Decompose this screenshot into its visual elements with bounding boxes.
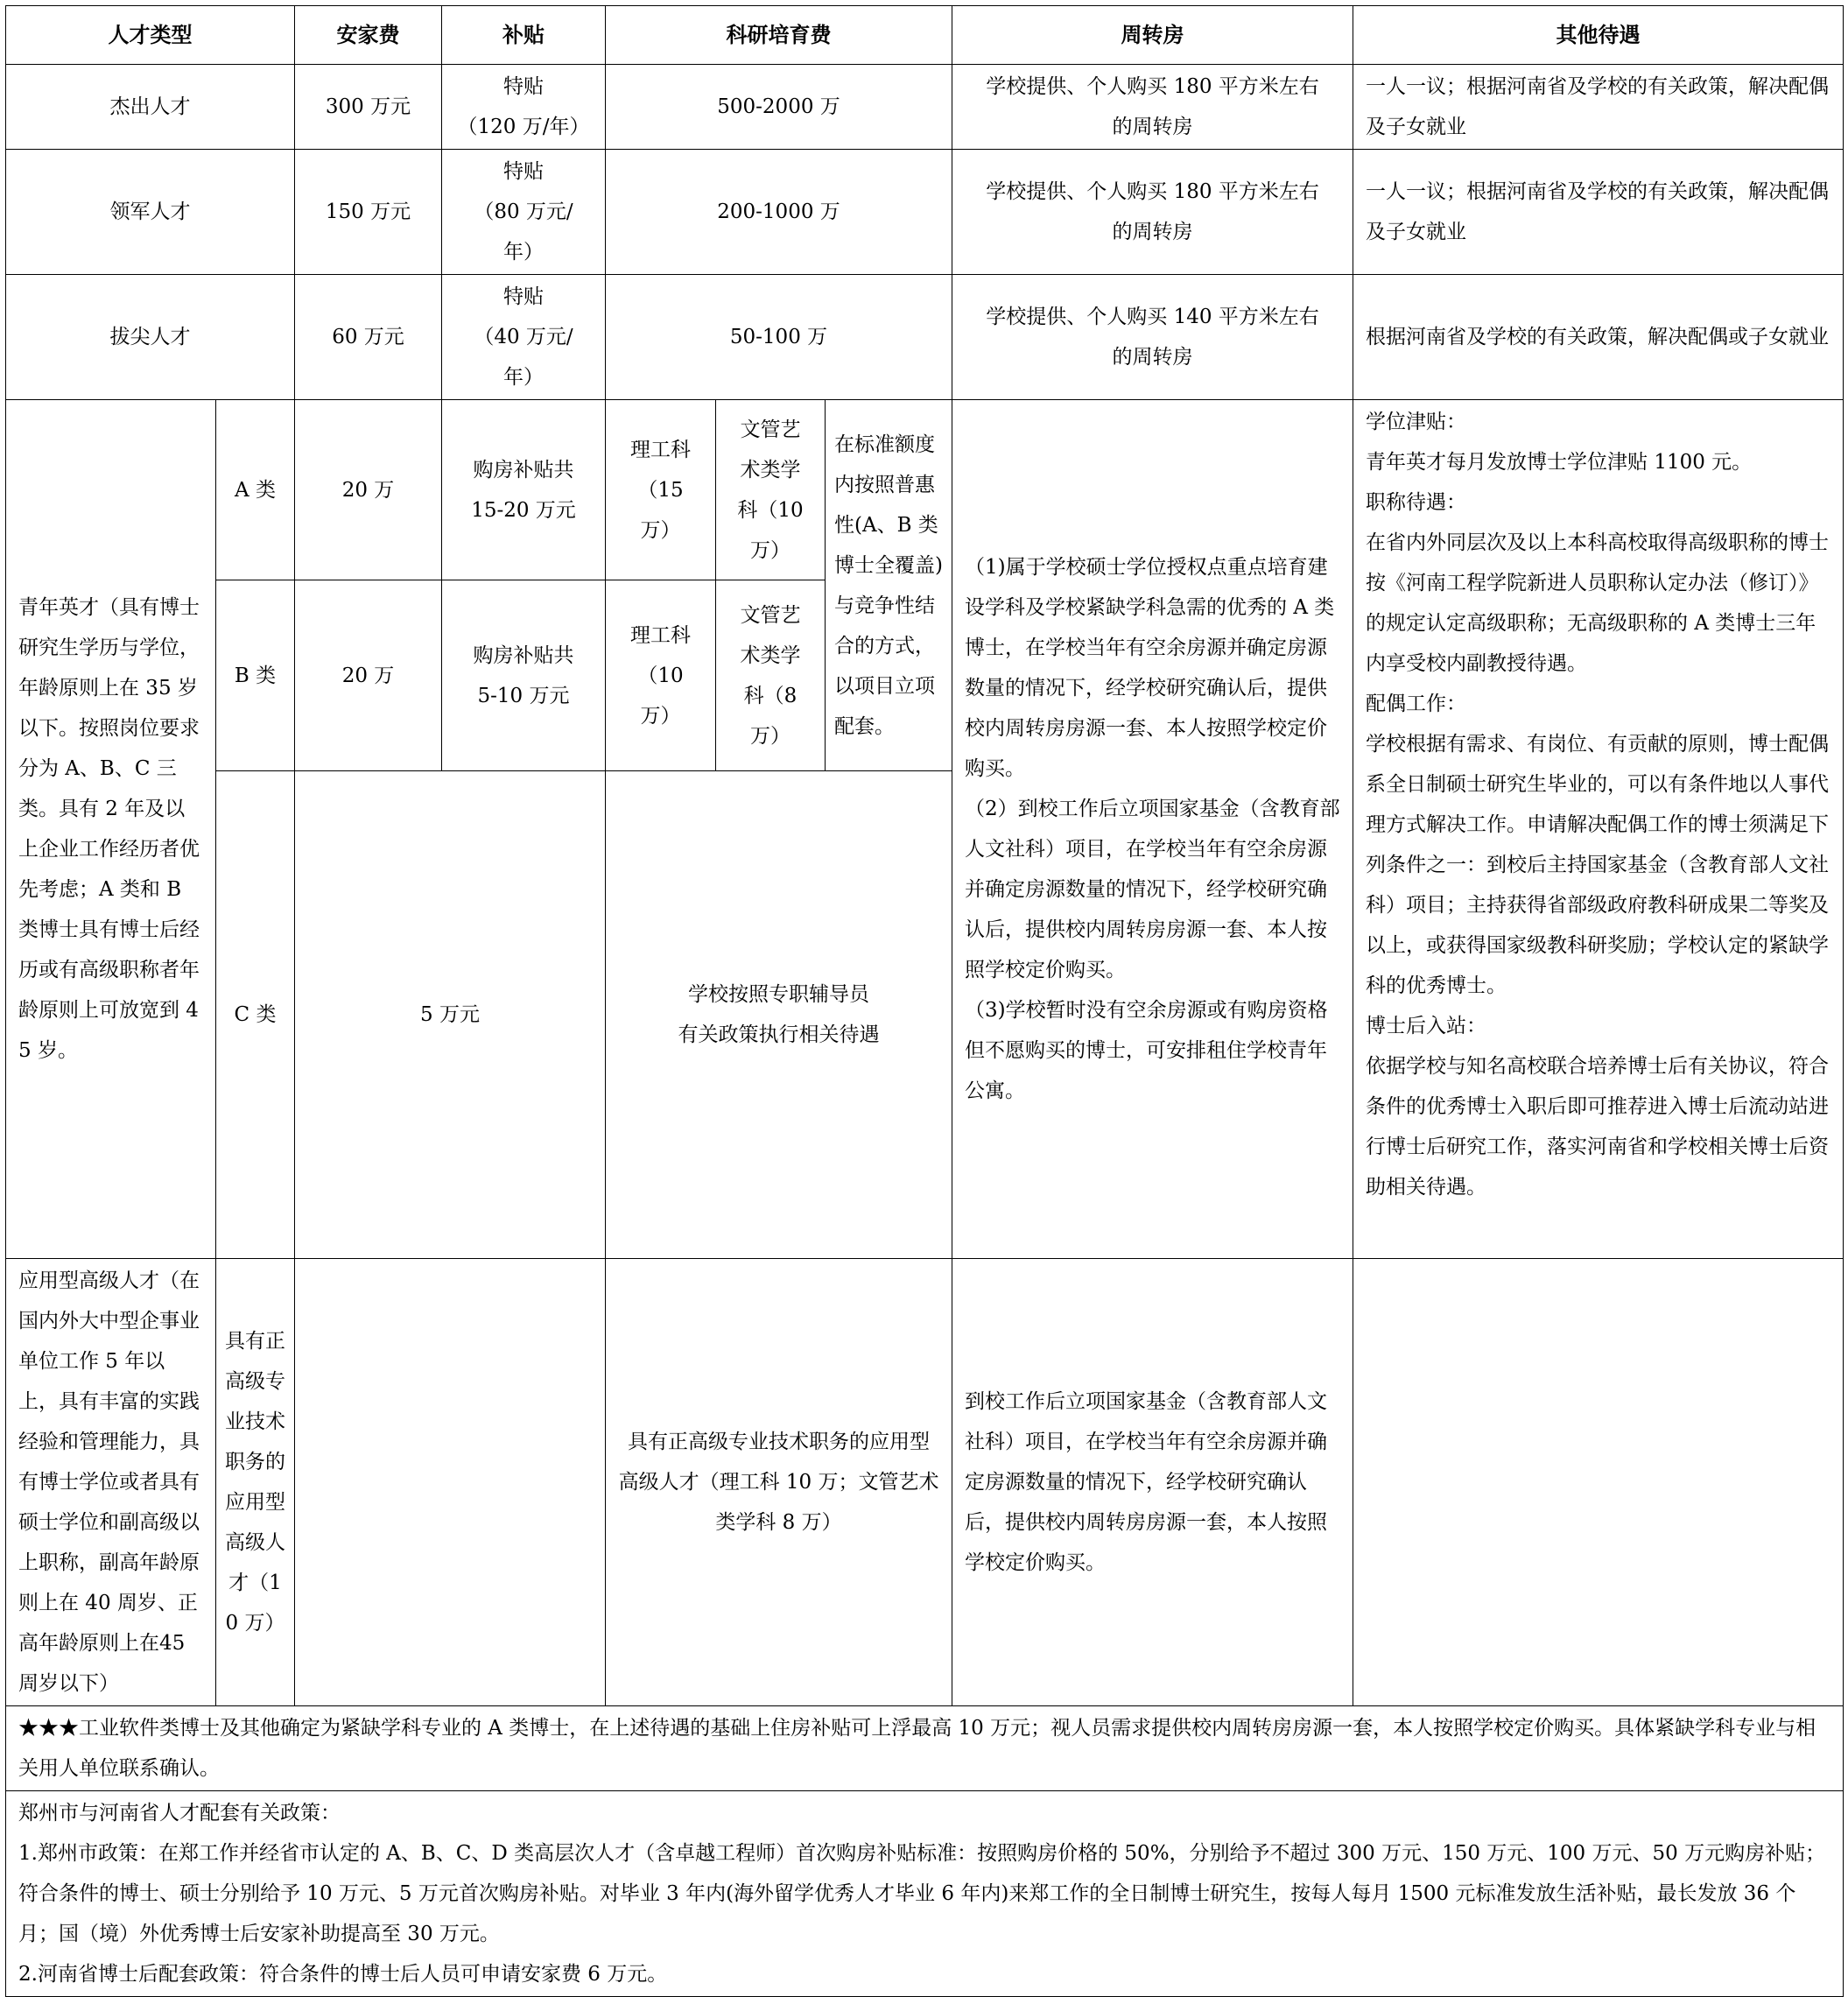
youth-a-research-arts: 文管艺 术类学 科（10 万） xyxy=(716,400,826,580)
city-policy-title: 郑州市与河南省人才配套有关政策： xyxy=(18,1802,341,1825)
postdoc-title: 博士后入站： xyxy=(1366,1015,1487,1037)
outstanding-type: 杰出人才 xyxy=(6,65,295,150)
leading-type: 领军人才 xyxy=(6,150,295,275)
youth-housing-item: （3)学校暂时没有空余房源或有购房资格但不愿购买的博士，可安排租住学校青年公寓。 xyxy=(965,999,1328,1102)
row-city-note xyxy=(6,1791,1844,1997)
youth-a-settle: 20 万 xyxy=(295,400,442,580)
leading-settle: 150 万元 xyxy=(295,150,442,275)
youth-housing xyxy=(952,400,1353,1259)
stars-note: ★★★工业软件类博士及其他确定为紧缺学科专业的 A 类博士，在上述待遇的基础上住房补贴可上浮最高 10 万元；视人员需求提供校内周转房房源一套，本人按照学校定价购买。具体紧缺学科专业与相关用人单位联系确认。 xyxy=(6,1706,1844,1791)
talent-policy-table xyxy=(5,5,1844,1997)
header-row xyxy=(6,6,1844,65)
row-outstanding xyxy=(6,65,1844,150)
outstanding-housing: 学校提供、个人购买 180 平方米左右 的周转房 xyxy=(952,65,1353,150)
header-talent-type: 人才类型 xyxy=(6,6,295,65)
header-research-fee: 科研培育费 xyxy=(606,6,952,65)
title-treatment-text: 在省内外同层次及以上本科高校取得高级职称的博士按《河南工程学院新进人员职称认定办法（修订）》的规定认定高级职称；无高级职称的 A 类博士三年内享受校内副教授待遇。 xyxy=(1366,531,1830,675)
outstanding-research: 500-2000 万 xyxy=(606,65,952,150)
topnotch-housing: 学校提供、个人购买 140 平方米左右 的周转房 xyxy=(952,275,1353,400)
youth-b-subsidy: 购房补贴共 5-10 万元 xyxy=(442,580,606,771)
leading-other: 一人一议；根据河南省及学校的有关政策，解决配偶及子女就业 xyxy=(1353,150,1844,275)
applied-other-empty xyxy=(1353,1259,1844,1706)
youth-c-label: C 类 xyxy=(216,771,295,1259)
postdoc-text: 依据学校与知名高校联合培养博士后有关协议，符合条件的优秀博士入职后即可推荐进入博士后流动站进行博士后研究工作，落实河南省和学校相关博士后资助相关待遇。 xyxy=(1366,1055,1830,1199)
topnotch-other: 根据河南省及学校的有关政策，解决配偶或子女就业 xyxy=(1353,275,1844,400)
youth-c-research: 学校按照专职辅导员 有关政策执行相关待遇 xyxy=(606,771,952,1259)
youth-a-research-sci: 理工科 （15 万） xyxy=(606,400,716,580)
applied-type: 应用型高级人才（在国内外大中型企事业单位工作 5 年以上，具有丰富的实践经验和管理能力，具有博士学位或者具有硕士学位和副高级以上职称，副高年龄原则上在 40 周岁、正高年龄原则上在45周岁以下） xyxy=(6,1259,216,1706)
youth-a-label: A 类 xyxy=(216,400,295,580)
applied-empty xyxy=(295,1259,606,1706)
youth-housing-item: （1)属于学校硕士学位授权点重点培育建设学科及学校紧缺学科急需的优秀的 A 类博士，在学校当年有空余房源并确定房源数量的情况下，经学校研究确认后，提供校内周转房房源一套、本人按照学校定价购买。 xyxy=(965,556,1335,780)
applied-research: 具有正高级专业技术职务的应用型高级人才（理工科 10 万；文管艺术类学科 8 万） xyxy=(606,1259,952,1706)
applied-housing: 到校工作后立项国家基金（含教育部人文社科）项目，在学校当年有空余房源并确定房源数量的情况下，经学校研究确认后，提供校内周转房房源一套，本人按照学校定价购买。 xyxy=(952,1259,1353,1706)
row-topnotch xyxy=(6,275,1844,400)
youth-c-settle: 5 万元 xyxy=(295,771,606,1259)
topnotch-research: 50-100 万 xyxy=(606,275,952,400)
spouse-work-title: 配偶工作： xyxy=(1366,693,1467,715)
youth-a-subsidy: 购房补贴共 15-20 万元 xyxy=(442,400,606,580)
header-settle-fee: 安家费 xyxy=(295,6,442,65)
row-leading xyxy=(6,150,1844,275)
youth-ab-research-note: 在标准额度内按照普惠性(A、B 类博士全覆盖)与竞争性结合的方式，以项目立项配套。 xyxy=(826,400,952,771)
topnotch-subsidy: 特贴 （40 万元/ 年） xyxy=(442,275,606,400)
youth-b-settle: 20 万 xyxy=(295,580,442,771)
topnotch-settle: 60 万元 xyxy=(295,275,442,400)
header-subsidy: 补贴 xyxy=(442,6,606,65)
city-policy-note xyxy=(6,1791,1844,1997)
outstanding-settle: 300 万元 xyxy=(295,65,442,150)
youth-description: 青年英才（具有博士研究生学历与学位，年龄原则上在 35 岁以下。按照岗位要求分为 A、B、C 三类。具有 2 年及以上企业工作经历者优先考虑；A 类和 B 类博士具有博士后经历或有高级职称者年龄原则上可放宽到 45 岁。 xyxy=(6,400,216,1259)
youth-b-research-arts: 文管艺 术类学 科（8 万） xyxy=(716,580,826,771)
youth-housing-item: （2）到校工作后立项国家基金（含教育部人文社科）项目，在学校当年有空余房源并确定房源数量的情况下，经学校研究确认后，提供校内周转房房源一套、本人按照学校定价购买。 xyxy=(965,798,1340,981)
spouse-work-text: 学校根据有需求、有岗位、有贡献的原则，博士配偶系全日制硕士研究生毕业的，可以有条件地以人事代理方式解决工作。申请解决配偶工作的博士须满足下列条件之一：到校后主持国家基金（含教育部人文社科）项目；主持获得省部级政府教科研成果二等奖及以上，或获得国家级教科研奖励；学校认定的紧缺学科的优秀博士。 xyxy=(1366,733,1830,997)
outstanding-subsidy: 特贴 （120 万/年） xyxy=(442,65,606,150)
city-policy-item-2: 2.河南省博士后配套政策：符合条件的博士后人员可申请安家费 6 万元。 xyxy=(18,1963,668,1986)
youth-b-label: B 类 xyxy=(216,580,295,771)
header-housing: 周转房 xyxy=(952,6,1353,65)
leading-research: 200-1000 万 xyxy=(606,150,952,275)
degree-allowance-title: 学位津贴： xyxy=(1366,411,1467,433)
applied-settle: 具有正高级专业技术职务的应用型高级人才（10 万） xyxy=(216,1259,295,1706)
youth-other xyxy=(1353,400,1844,1259)
row-applied xyxy=(6,1259,1844,1706)
outstanding-other: 一人一议；根据河南省及学校的有关政策，解决配偶及子女就业 xyxy=(1353,65,1844,150)
leading-housing: 学校提供、个人购买 180 平方米左右 的周转房 xyxy=(952,150,1353,275)
city-policy-item-1: 1.郑州市政策：在郑工作并经省市认定的 A、B、C、D 类高层次人才（含卓越工程师）首次购房补贴标准：按照购房价格的 50%，分别给予不超过 300 万元、150 万元、100 万元、50 万元购房补贴；符合条件的博士、硕士分别给予 10 万元、5 万元首次购房补贴。对毕业 3 年内(海外留学优秀人才毕业 6 年内)来郑工作的全日制博士研究生，按每人每月 1500 元标准发放生活补贴，最长发放 36 个月；国（境）外优秀博士后安家补助提高至 30 万元。 xyxy=(18,1842,1826,1945)
title-treatment-title: 职称待遇： xyxy=(1366,491,1467,514)
leading-subsidy: 特贴 （80 万元/ 年） xyxy=(442,150,606,275)
header-other: 其他待遇 xyxy=(1353,6,1844,65)
topnotch-type: 拔尖人才 xyxy=(6,275,295,400)
youth-b-research-sci: 理工科 （10 万） xyxy=(606,580,716,771)
row-stars-note xyxy=(6,1706,1844,1791)
row-youth-a xyxy=(6,400,1844,580)
degree-allowance-text: 青年英才每月发放博士学位津贴 1100 元。 xyxy=(1366,451,1753,474)
